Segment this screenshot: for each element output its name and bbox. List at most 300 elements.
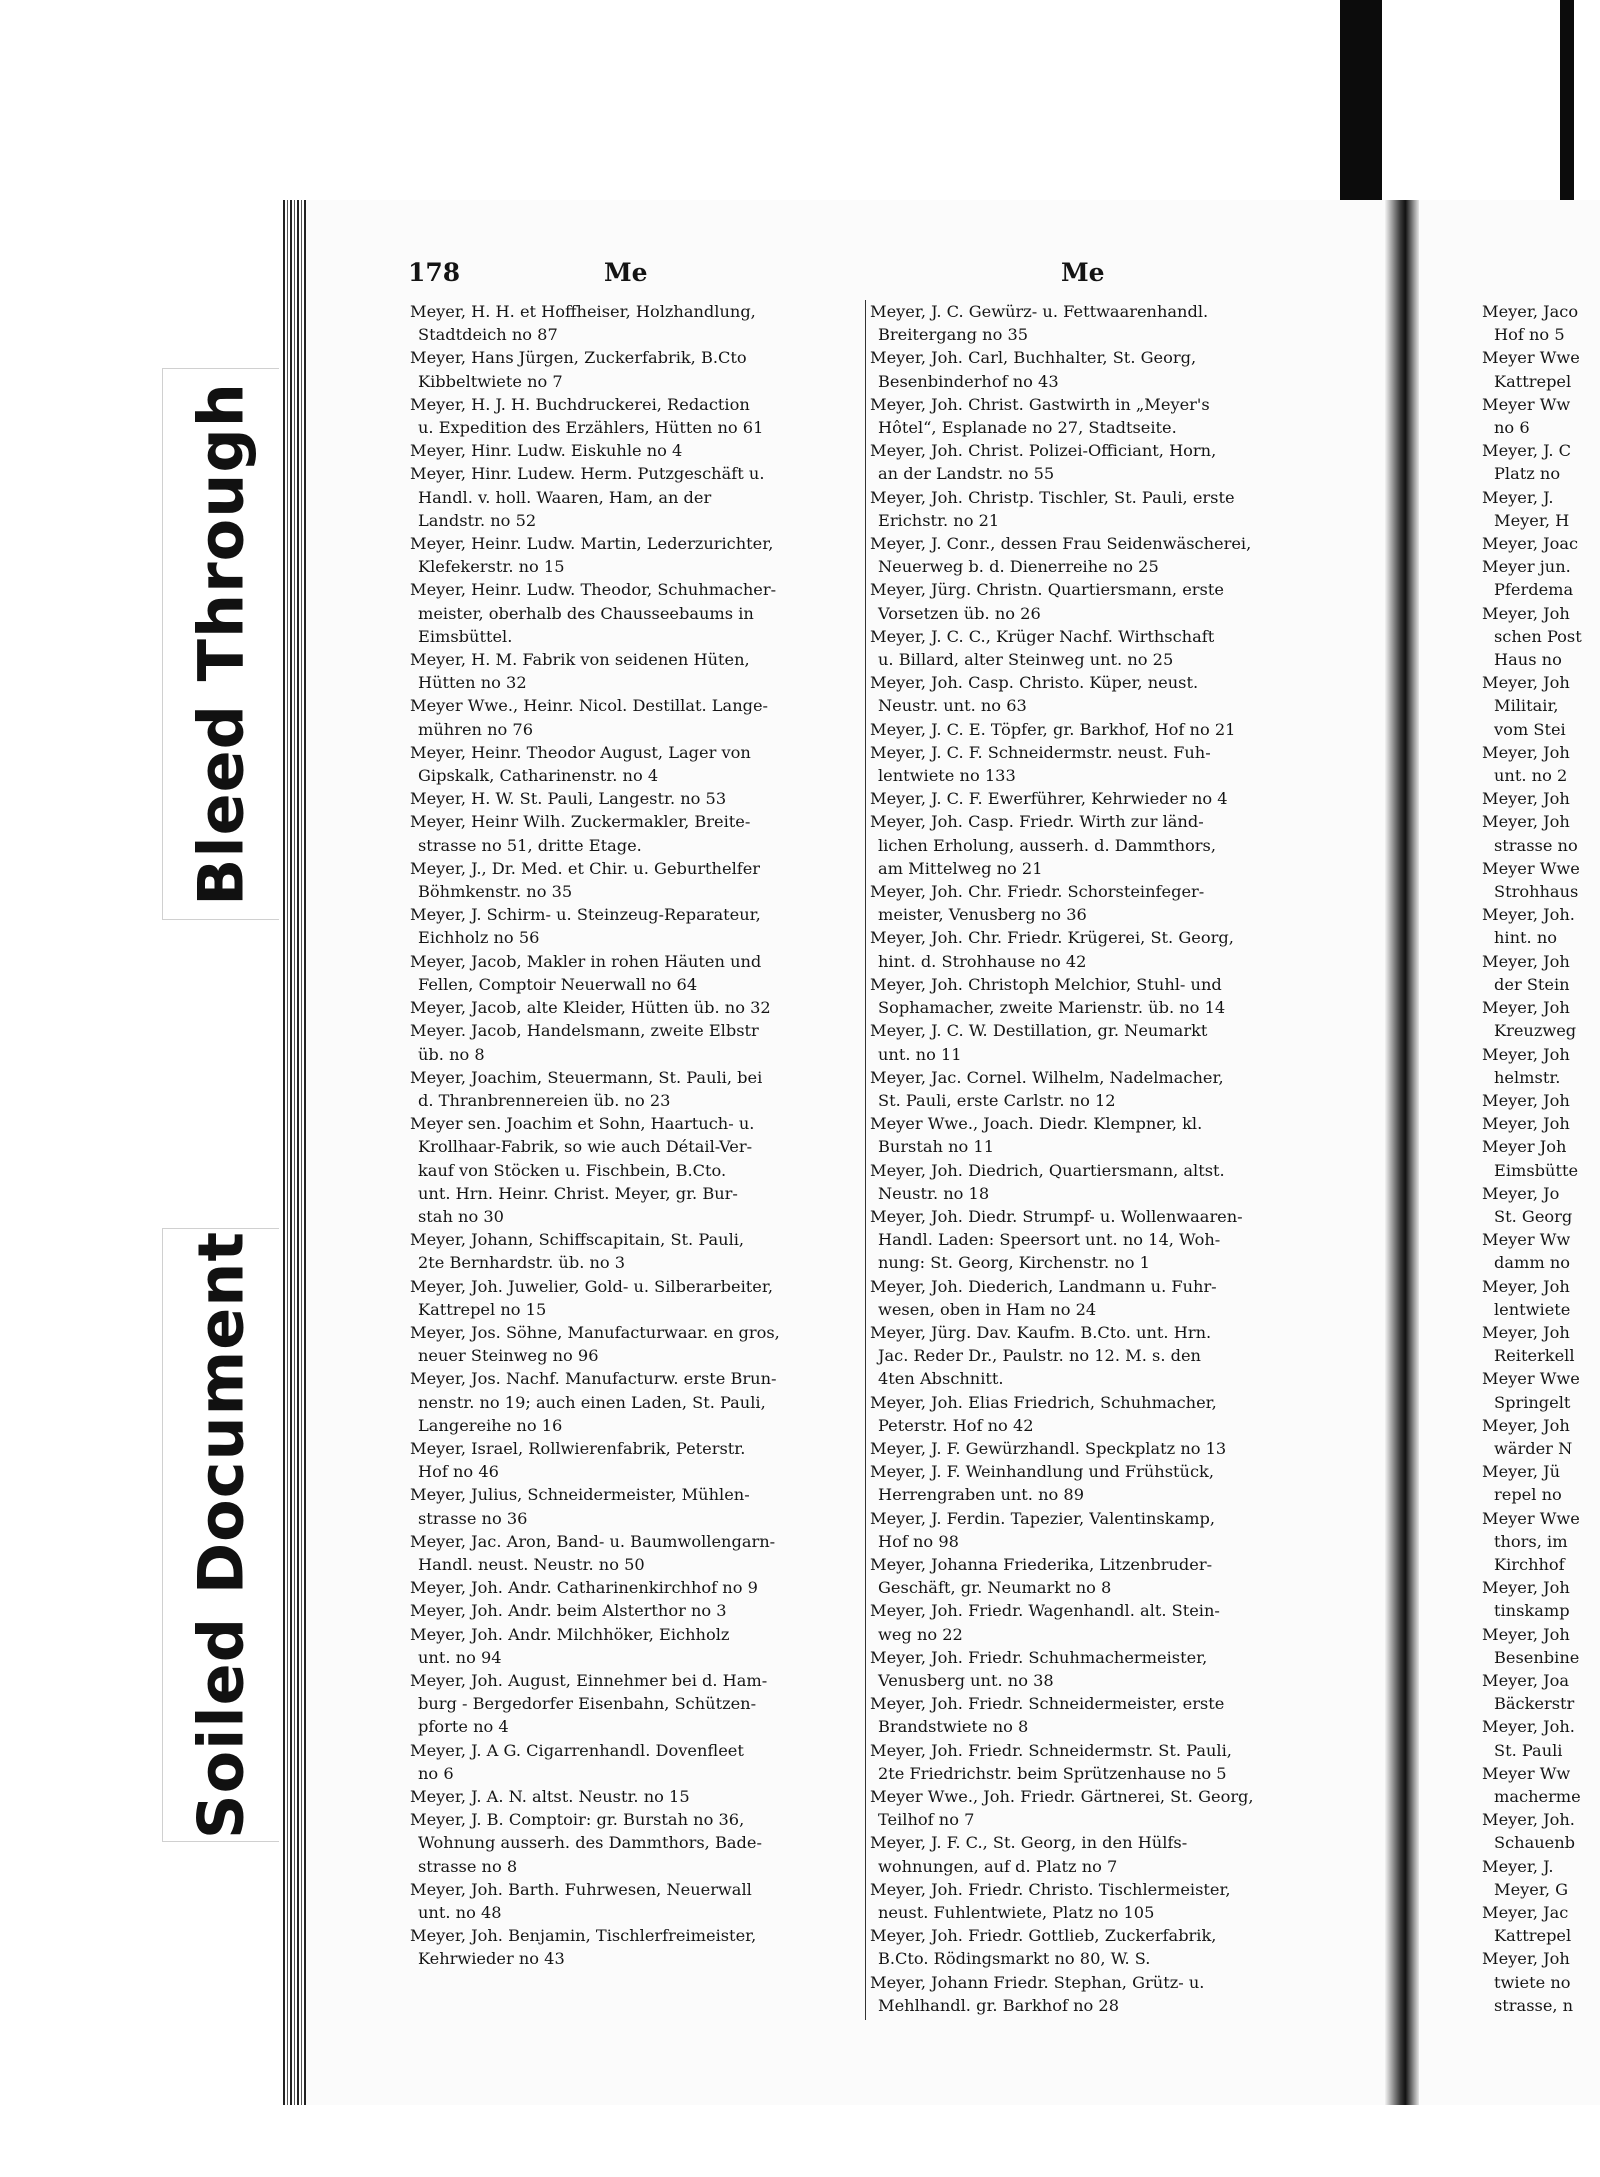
entry-line: Meyer, Joh. Diedrich, Quartiersmann, altst. [870, 1160, 1225, 1180]
entry-line: Meyer, Joh. Christ. Polizei-Officiant, Horn, [870, 441, 1217, 461]
entry-line: Meyer, Joh. Benjamin, Tischlerfreimeister, [410, 1926, 757, 1946]
entry-line: 2te Friedrichstr. beim Sprützenhause no 5 [878, 1763, 1227, 1783]
directory-entry [870, 486, 1325, 532]
entry-line: Teilhof no 7 [878, 1810, 975, 1830]
directory-entry [870, 439, 1325, 485]
right-running-head: Me [1061, 258, 1105, 287]
directory-entry [1482, 1576, 1600, 1622]
entry-line: Meyer Wwe., Joach. Diedr. Klempner, kl. [870, 1114, 1203, 1134]
directory-entry [1482, 996, 1600, 1042]
entry-line: Geschäft, gr. Neumarkt no 8 [878, 1578, 1112, 1598]
entry-line: Handl. Laden: Speersort unt. no 14, Woh- [878, 1230, 1221, 1250]
directory-entry [1482, 1112, 1600, 1135]
entry-line: strasse no 51, dritte Etage. [418, 835, 642, 855]
directory-entry [1482, 1043, 1600, 1089]
entry-line: Platz no [1494, 464, 1561, 484]
entry-line: Meyer, Joh [1482, 603, 1570, 623]
fragment-column [1482, 300, 1600, 2017]
entry-line: Meyer, Joh. Christ. Gastwirth in „Meyer's [870, 394, 1210, 414]
directory-entry [870, 1321, 1325, 1391]
entry-line: hint. no [1494, 928, 1557, 948]
entry-line: Peterstr. Hof no 42 [878, 1415, 1034, 1435]
entry-line: Meyer, Joh. Carl, Buchhalter, St. Georg, [870, 348, 1197, 368]
directory-entry [870, 1785, 1325, 1831]
entry-line: Meyer Wwe [1482, 858, 1580, 878]
entry-line: twiete no [1494, 1972, 1571, 1992]
directory-entry [1482, 346, 1600, 392]
directory-entry [870, 300, 1325, 346]
entry-line: Erichstr. no 21 [878, 510, 1000, 530]
directory-entry [870, 671, 1325, 717]
entry-line: Hütten no 32 [418, 673, 527, 693]
entry-line: Meyer, Joh [1482, 789, 1570, 809]
entry-line: Meyer, Johanna Friederika, Litzenbruder- [870, 1554, 1213, 1574]
directory-entry [1482, 857, 1600, 903]
entry-line: macherme [1494, 1787, 1581, 1806]
directory-entry [870, 741, 1325, 787]
entry-line: unt. no 48 [418, 1903, 502, 1923]
entry-line: Meyer sen. Joachim et Sohn, Haartuch- u. [410, 1114, 755, 1134]
entry-line: Meyer, Joh. Diedr. Strumpf- u. Wollenwaaren- [870, 1206, 1243, 1226]
entry-line: der Stein [1494, 974, 1570, 994]
entry-line: Gipskalk, Catharinenstr. no 4 [418, 766, 659, 786]
directory-entry [410, 346, 865, 392]
entry-line: Meyer Wwe [1482, 348, 1580, 368]
directory-entry [410, 1599, 865, 1622]
directory-entry [870, 1275, 1325, 1321]
directory-entry [870, 1391, 1325, 1437]
entry-line: strasse no [1494, 835, 1578, 855]
entry-line: Meyer, Joh. [1482, 905, 1575, 925]
directory-entry [870, 393, 1325, 439]
entry-line: Landstr. no 52 [418, 510, 537, 530]
directory-entry [870, 1066, 1325, 1112]
entry-line: Meyer, Joh [1482, 1949, 1570, 1969]
directory-entry [410, 439, 865, 462]
directory-entry [1482, 602, 1600, 672]
entry-line: Neustr. no 18 [878, 1183, 990, 1203]
directory-entry [410, 810, 865, 856]
entry-line: Meyer, Joh. Christp. Tischler, St. Pauli, erste [870, 487, 1235, 507]
entry-line: Meyer, J. F. Gewürzhandl. Speckplatz no 13 [870, 1438, 1227, 1458]
directory-entry [1482, 741, 1600, 787]
entry-line: wohnungen, auf d. Platz no 7 [878, 1856, 1118, 1876]
page-edge [283, 200, 307, 2105]
entry-line: B.Cto. Rödingsmarkt no 80, W. S. [878, 1949, 1151, 1969]
directory-entry [1482, 1228, 1600, 1274]
entry-line: Meyer, Joh [1482, 742, 1570, 762]
entry-line: Schauenb [1494, 1833, 1576, 1853]
entry-line: Pferdema [1494, 580, 1574, 600]
entry-line: thors, im [1494, 1531, 1568, 1551]
entry-line: Meyer, Joh. Andr. beim Alsterthor no 3 [410, 1601, 727, 1621]
directory-entry [1482, 1275, 1600, 1321]
entry-line: nenstr. no 19; auch einen Laden, St. Pauli, [418, 1392, 766, 1412]
entry-line: Kattrepel [1494, 371, 1572, 391]
entry-line: Meyer, H. M. Fabrik von seidenen Hüten, [410, 650, 750, 670]
directory-entry [1482, 1321, 1600, 1367]
entry-line: Kehrwieder no 43 [418, 1949, 565, 1969]
left-running-head: Me [604, 258, 648, 287]
dark-strip-top [1340, 0, 1382, 200]
entry-line: St. Georg [1494, 1206, 1573, 1226]
directory-entry [1482, 950, 1600, 996]
entry-line: repel no [1494, 1485, 1562, 1505]
directory-entry [410, 1669, 865, 1739]
entry-line: burg - Bergedorfer Eisenbahn, Schützen- [418, 1694, 757, 1714]
entry-line: unt. no 2 [1494, 766, 1568, 786]
entry-line: Meyer, Joh. August, Einnehmer bei d. Ham- [410, 1670, 768, 1690]
entry-line: Haus no [1494, 650, 1562, 670]
entry-line: Meyer, J. F. C., St. Georg, in den Hülfs- [870, 1833, 1188, 1853]
entry-line: strasse no 36 [418, 1508, 528, 1528]
soiled-document-label: Soiled Document [184, 1230, 258, 1840]
entry-line: Meyer, J. C. F. Ewerführer, Kehrwieder no 4 [870, 789, 1228, 809]
entry-line: St. Pauli, erste Carlstr. no 12 [878, 1090, 1116, 1110]
directory-entry [410, 300, 865, 346]
entry-line: Meyer, Joh. Friedr. Schuhmachermeister, [870, 1647, 1208, 1667]
entry-line: neust. Fuhlentwiete, Platz no 105 [878, 1903, 1155, 1923]
entry-line: Meyer, Hinr. Ludew. Herm. Putzgeschäft u. [410, 464, 765, 484]
entry-line: meister, Venusberg no 36 [878, 905, 1087, 925]
entry-line: Venusberg unt. no 38 [878, 1670, 1054, 1690]
entry-line: Meyer, J. C. W. Destillation, gr. Neumarkt [870, 1021, 1208, 1041]
entry-line: wärder N [1494, 1438, 1573, 1458]
entry-line: Sophamacher, zweite Marienstr. üb. no 14 [878, 998, 1226, 1018]
directory-entry [410, 1576, 865, 1599]
directory-entry [1482, 1947, 1600, 2017]
entry-line: strasse no 8 [418, 1856, 518, 1876]
directory-entry [1482, 1808, 1600, 1854]
directory-entry [870, 1739, 1325, 1785]
entry-line: Kattrepel [1494, 1926, 1572, 1946]
entry-line: am Mittelweg no 21 [878, 858, 1043, 878]
entry-line: Meyer, Joh. [1482, 1717, 1575, 1737]
directory-entry [410, 532, 865, 578]
entry-line: Meyer, Joh [1482, 951, 1570, 971]
entry-line: Meyer, Joac [1482, 534, 1579, 554]
entry-line: tinskamp [1494, 1601, 1570, 1621]
entry-line: Meyer, J. [1482, 487, 1554, 507]
directory-entry [410, 1739, 865, 1785]
entry-line: strasse, n [1494, 1995, 1574, 2015]
entry-line: Meyer, Joh [1482, 673, 1570, 693]
entry-line: Breitergang no 35 [878, 325, 1029, 345]
directory-entry [870, 1112, 1325, 1158]
directory-entry [410, 1483, 865, 1529]
entry-line: Meyer, H [1494, 510, 1570, 530]
directory-entry [870, 1924, 1325, 1970]
directory-entry [410, 648, 865, 694]
entry-line: Meyer, Joh. Barth. Fuhrwesen, Neuerwall [410, 1879, 752, 1899]
entry-line: d. Thranbrennereien üb. no 23 [418, 1090, 671, 1110]
directory-entry [870, 1878, 1325, 1924]
directory-entry [1482, 1762, 1600, 1808]
entry-line: St. Pauli [1494, 1740, 1563, 1760]
directory-entry [1482, 1623, 1600, 1669]
entry-line: Meyer, Joh. Christoph Melchior, Stuhl- und [870, 974, 1222, 994]
entry-line: Meyer, J. A. N. altst. Neustr. no 15 [410, 1787, 690, 1806]
entry-line: Meyer, Heinr Wilh. Zuckermakler, Breite- [410, 812, 751, 832]
entry-line: Eichholz no 56 [418, 928, 540, 948]
directory-entry [870, 578, 1325, 624]
soiled-document-tab [162, 1228, 279, 1842]
entry-line: Meyer, H. J. H. Buchdruckerei, Redaction [410, 394, 750, 414]
entry-line: Meyer, Jos. Söhne, Manufacturwaar. en gros, [410, 1322, 780, 1342]
entry-line: meister, oberhalb des Chausseebaums in [418, 603, 754, 623]
entry-line: Meyer, Joh [1482, 1624, 1570, 1644]
directory-entry [410, 950, 865, 996]
entry-line: mühren no 76 [418, 719, 534, 739]
entry-line: damm no [1494, 1253, 1571, 1273]
directory-entry [870, 880, 1325, 926]
entry-line: Meyer, J. B. Comptoir: gr. Burstah no 36, [410, 1810, 745, 1830]
entry-line: Meyer, Joh. Chr. Friedr. Schorsteinfeger- [870, 882, 1205, 902]
entry-line: unt. no 94 [418, 1647, 502, 1667]
entry-line: Meyer, Joachim, Steuermann, St. Pauli, bei [410, 1067, 763, 1087]
entry-line: Meyer, Joh [1482, 1276, 1570, 1296]
entry-line: unt. Hrn. Heinr. Christ. Meyer, gr. Bur- [418, 1183, 738, 1203]
page-number: 178 [408, 258, 461, 287]
entry-line: Meyer, Joh [1482, 1415, 1570, 1435]
directory-entry [410, 857, 865, 903]
entry-line: Meyer, Joh [1482, 998, 1570, 1018]
entry-line: no 6 [418, 1763, 454, 1783]
entry-line: Kirchhof [1494, 1554, 1565, 1574]
entry-line: kauf von Stöcken u. Fischbein, B.Cto. [418, 1160, 727, 1180]
entry-line: Meyer, J. C. C., Krüger Nachf. Wirthschaft [870, 626, 1215, 646]
column-divider [865, 300, 866, 2020]
entry-line: Bäckerstr [1494, 1694, 1575, 1714]
directory-entry [1482, 1901, 1600, 1947]
directory-entry [1482, 1182, 1600, 1228]
entry-line: Meyer, Joh [1482, 1090, 1570, 1110]
entry-line: Meyer, Jos. Nachf. Manufacturw. erste Brun- [410, 1369, 777, 1389]
entry-line: lentwiete [1494, 1299, 1571, 1319]
entry-line: Meyer, Joh. Casp. Friedr. Wirth zur länd- [870, 812, 1204, 832]
directory-entry [870, 1831, 1325, 1877]
directory-entry [870, 1971, 1325, 2017]
entry-line: Mehlhandl. gr. Barkhof no 28 [878, 1995, 1120, 2015]
entry-line: vom Stei [1494, 719, 1566, 739]
entry-line: Strohhaus [1494, 882, 1579, 902]
directory-entry [410, 1321, 865, 1367]
entry-line: Handl. v. holl. Waaren, Ham, an der [418, 487, 712, 507]
entry-line: Meyer, Jac. Aron, Band- u. Baumwollengarn- [410, 1531, 776, 1551]
entry-line: Meyer, Jürg. Christn. Quartiersmann, erste [870, 580, 1224, 600]
entry-line: Meyer, Joh. Friedr. Gottlieb, Zuckerfabrik, [870, 1926, 1217, 1946]
entry-line: lichen Erholung, ausserh. d. Dammthors, [878, 835, 1216, 855]
entry-line: Reiterkell [1494, 1346, 1575, 1366]
entry-line: Brandstwiete no 8 [878, 1717, 1029, 1737]
entry-line: Meyer, Jo [1482, 1183, 1560, 1203]
entry-line: Meyer, Hinr. Ludw. Eiskuhle no 4 [410, 441, 683, 461]
entry-line: Meyer, H. W. St. Pauli, Langestr. no 53 [410, 789, 727, 809]
entry-line: Meyer, Jaco [1482, 302, 1579, 321]
directory-entry [870, 1159, 1325, 1205]
directory-entry [410, 393, 865, 439]
entry-line: Meyer jun. [1482, 557, 1571, 577]
bleed-through-tab [162, 368, 279, 920]
directory-entry [1482, 1715, 1600, 1761]
directory-entry [870, 718, 1325, 741]
entry-line: Meyer Wwe [1482, 1369, 1580, 1389]
directory-entry [410, 1623, 865, 1669]
directory-entry [870, 926, 1325, 972]
entry-line: Meyer, Joh [1482, 1044, 1570, 1064]
entry-line: Meyer Ww [1482, 1230, 1571, 1250]
directory-entry [410, 1785, 865, 1808]
entry-line: Meyer, G [1494, 1879, 1569, 1899]
entry-line: neuer Steinweg no 96 [418, 1346, 599, 1366]
directory-entry [1482, 787, 1600, 810]
entry-line: Meyer. Jacob, Handelsmann, zweite Elbstr [410, 1021, 759, 1041]
directory-entry [1482, 810, 1600, 856]
directory-entry [870, 532, 1325, 578]
entry-line: Meyer, Joh. Juwelier, Gold- u. Silberarbeiter, [410, 1276, 773, 1296]
entry-line: üb. no 8 [418, 1044, 485, 1064]
entry-line: Meyer, Heinr. Theodor August, Lager von [410, 742, 751, 762]
entry-line: stah no 30 [418, 1206, 504, 1226]
entry-line: lentwiete no 133 [878, 766, 1016, 786]
entry-line: Meyer, Joh. Andr. Catharinenkirchhof no 9 [410, 1578, 758, 1598]
entry-line: Meyer, Joh. Andr. Milchhöker, Eichholz [410, 1624, 730, 1644]
directory-entry [870, 1507, 1325, 1553]
entry-line: Hôtel“, Esplanade no 27, Stadtseite. [878, 418, 1177, 438]
directory-entry [870, 625, 1325, 671]
entry-line: Meyer, Jürg. Dav. Kaufm. B.Cto. unt. Hrn. [870, 1322, 1212, 1342]
directory-entry [870, 810, 1325, 880]
directory-entry [410, 578, 865, 648]
entry-line: Meyer, J., Dr. Med. et Chir. u. Geburthelfer [410, 858, 761, 878]
entry-line: Meyer, Jü [1482, 1462, 1561, 1482]
entry-line: Hof no 46 [418, 1462, 499, 1482]
entry-line: Meyer, Israel, Rollwierenfabrik, Peterstr. [410, 1438, 746, 1458]
entry-line: Meyer, J. Schirm- u. Steinzeug-Reparateur, [410, 905, 761, 925]
directory-entry [410, 1924, 865, 1970]
directory-entry [1482, 555, 1600, 601]
directory-entry [1482, 1669, 1600, 1715]
directory-entry [410, 694, 865, 740]
entry-line: Meyer Ww [1482, 1763, 1571, 1783]
entry-line: Meyer Wwe., Heinr. Nicol. Destillat. Lange- [410, 696, 769, 716]
entry-line: Meyer Ww [1482, 394, 1571, 414]
entry-line: Meyer, J. Ferdin. Tapezier, Valentinskamp, [870, 1508, 1216, 1528]
left-column [410, 300, 865, 1971]
directory-entry [870, 1646, 1325, 1692]
directory-entry [870, 973, 1325, 1019]
directory-entry [410, 1530, 865, 1576]
entry-line: hint. d. Strohhause no 42 [878, 951, 1087, 971]
entry-line: Meyer, Joh [1482, 812, 1570, 832]
entry-line: Meyer, J. F. Weinhandlung und Frühstück, [870, 1462, 1214, 1482]
entry-line: Meyer, J. [1482, 1856, 1554, 1876]
entry-line: Meyer, Johann, Schiffscapitain, St. Pauli, [410, 1230, 745, 1250]
directory-entry [870, 1437, 1325, 1460]
entry-line: Meyer, Heinr. Ludw. Theodor, Schuhmacher- [410, 580, 777, 600]
entry-line: Meyer, J. C. Gewürz- u. Fettwaarenhandl. [870, 302, 1209, 321]
entry-line: Meyer, Johann Friedr. Stephan, Grütz- u. [870, 1972, 1205, 1992]
directory-entry [1482, 1089, 1600, 1112]
entry-line: Meyer, Heinr. Ludw. Martin, Lederzurichter, [410, 534, 774, 554]
entry-line: Meyer, J. C. F. Schneidermstr. neust. Fuh- [870, 742, 1211, 762]
entry-line: Meyer, Hans Jürgen, Zuckerfabrik, B.Cto [410, 348, 747, 368]
entry-line: Böhmkenstr. no 35 [418, 882, 573, 902]
directory-entry [1482, 486, 1600, 532]
entry-line: Meyer, Joh [1482, 1114, 1570, 1134]
entry-line: helmstr. [1494, 1067, 1561, 1087]
entry-line: Meyer Wwe [1482, 1508, 1580, 1528]
entry-line: Klefekerstr. no 15 [418, 557, 565, 577]
entry-line: Stadtdeich no 87 [418, 325, 558, 345]
entry-line: no 6 [1494, 418, 1530, 438]
entry-line: Meyer, J. C. E. Töpfer, gr. Barkhof, Hof no 21 [870, 719, 1236, 739]
directory-entry [1482, 393, 1600, 439]
directory-entry [1482, 1460, 1600, 1506]
directory-entry [410, 1808, 865, 1878]
entry-line: Meyer, Joh. Friedr. Schneidermeister, erste [870, 1694, 1225, 1714]
entry-line: Meyer, H. H. et Hoffheiser, Holzhandlung, [410, 302, 756, 321]
bleed-through-label: Bleed Through [184, 382, 258, 906]
entry-line: Kibbeltwiete no 7 [418, 371, 563, 391]
entry-line: Meyer, J. Conr., dessen Frau Seidenwäscherei, [870, 534, 1252, 554]
directory-entry [410, 462, 865, 532]
entry-line: Meyer, Jacob, alte Kleider, Hütten üb. no 32 [410, 998, 771, 1018]
directory-entry [410, 1019, 865, 1065]
directory-entry [410, 787, 865, 810]
directory-entry [1482, 671, 1600, 741]
directory-entry [1482, 1367, 1600, 1413]
directory-entry [870, 1019, 1325, 1065]
entry-line: Neustr. unt. no 63 [878, 696, 1027, 716]
entry-line: Kattrepel no 15 [418, 1299, 547, 1319]
entry-line: Meyer, Joh. Elias Friedrich, Schuhmacher, [870, 1392, 1217, 1412]
directory-entry [1482, 1414, 1600, 1460]
entry-line: Besenbine [1494, 1647, 1580, 1667]
entry-line: Meyer, Joh. Chr. Friedr. Krügerei, St. Georg, [870, 928, 1234, 948]
directory-entry [410, 1066, 865, 1112]
entry-line: Handl. neust. Neustr. no 50 [418, 1554, 645, 1574]
entry-line: Kreuzweg [1494, 1021, 1577, 1041]
entry-line: Hof no 5 [1494, 325, 1565, 345]
entry-line: Meyer, J. C [1482, 441, 1572, 461]
right-column [870, 300, 1325, 2017]
entry-line: Krollhaar-Fabrik, so wie auch Détail-Ver- [418, 1137, 753, 1157]
entry-line: Eimsbütte [1494, 1160, 1579, 1180]
entry-line: u. Billard, alter Steinweg unt. no 25 [878, 650, 1174, 670]
directory-entry [870, 1460, 1325, 1506]
directory-entry [1482, 532, 1600, 555]
entry-line: Vorsetzen üb. no 26 [878, 603, 1041, 623]
directory-entry [410, 996, 865, 1019]
entry-line: Springelt [1494, 1392, 1571, 1412]
entry-line: nung: St. Georg, Kirchenstr. no 1 [878, 1253, 1150, 1273]
book-gutter [1385, 200, 1419, 2105]
directory-entry [1482, 1507, 1600, 1577]
entry-line: Wohnung ausserh. des Dammthors, Bade- [418, 1833, 762, 1853]
directory-entry [1482, 439, 1600, 485]
directory-entry [410, 1437, 865, 1483]
entry-line: Meyer, J. A G. Cigarrenhandl. Dovenfleet [410, 1740, 744, 1760]
entry-line: Meyer Wwe., Joh. Friedr. Gärtnerei, St. Georg, [870, 1787, 1254, 1806]
entry-line: 4ten Abschnitt. [878, 1369, 1004, 1389]
entry-line: Meyer, Joh [1482, 1322, 1570, 1342]
entry-line: wesen, oben in Ham no 24 [878, 1299, 1097, 1319]
entry-line: Hof no 98 [878, 1531, 959, 1551]
entry-line: Meyer, Joh. Diederich, Landmann u. Fuhr- [870, 1276, 1217, 1296]
directory-entry [1482, 903, 1600, 949]
directory-entry [410, 1878, 865, 1924]
